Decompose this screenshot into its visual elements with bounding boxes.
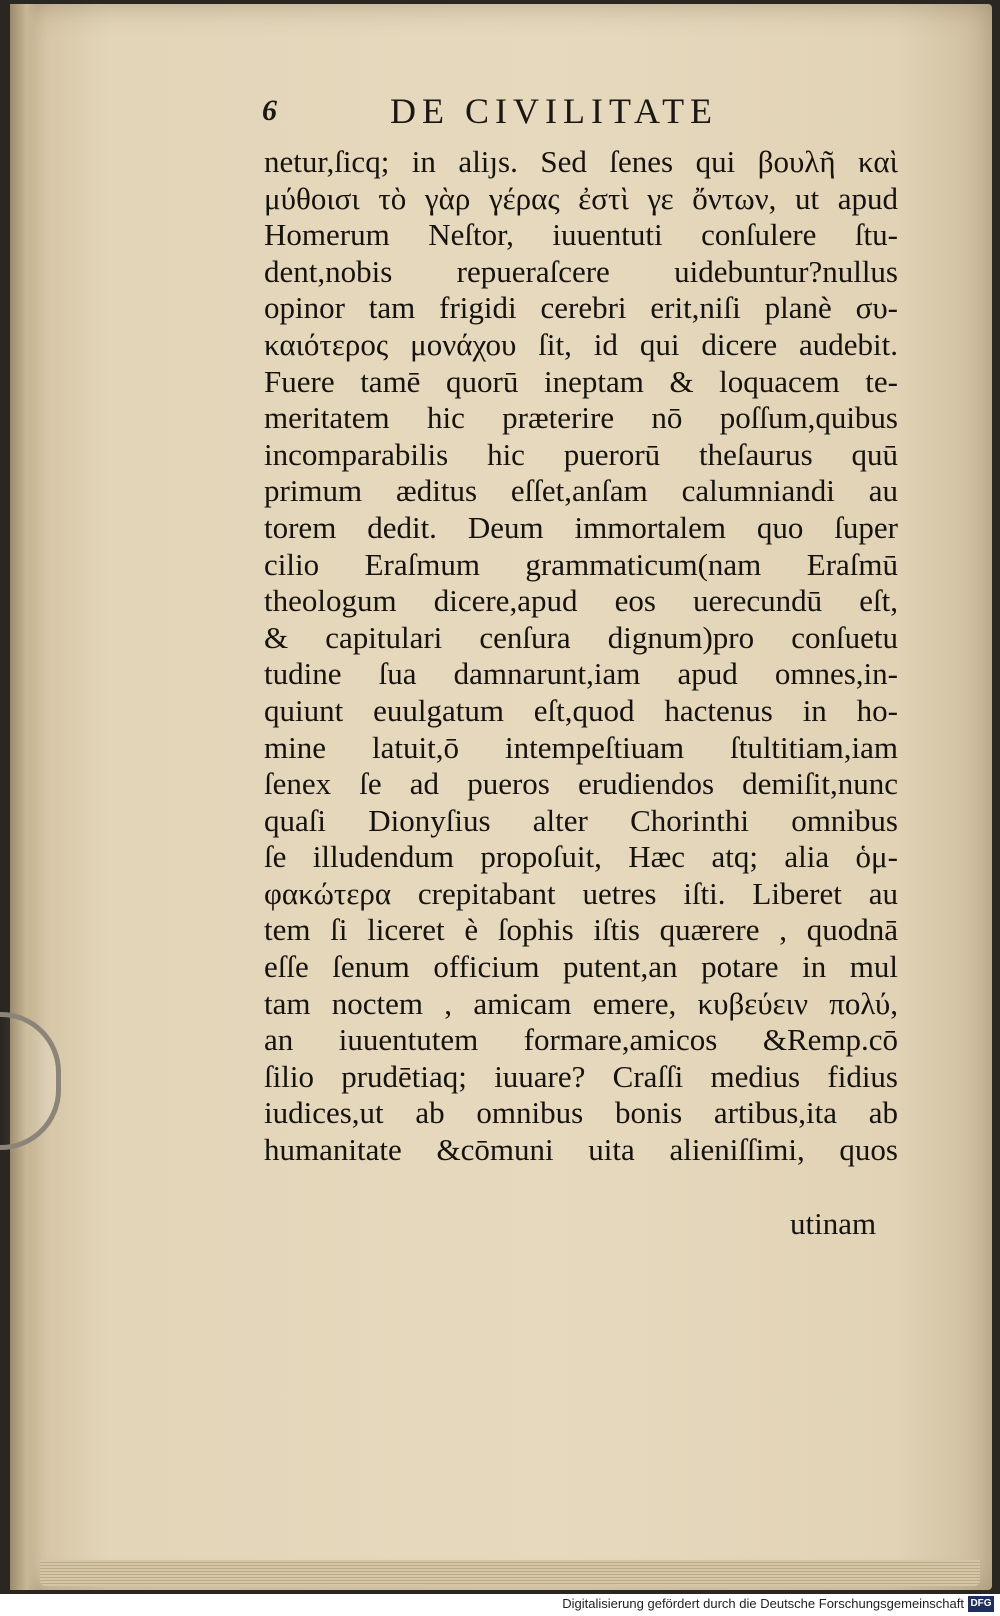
text-line: & capitulari cenſura dignum)pro conſuetu — [264, 619, 898, 655]
text-line: φακώτερα crepitabant uetres iſti. Liberet au — [264, 875, 898, 911]
text-line: theologum dicere,apud eos uerecundū eſt, — [264, 583, 898, 619]
text-line: ſenex ſe ad pueros erudiendos demiſit,nunc — [264, 766, 898, 802]
catchword: utinam — [790, 1206, 877, 1241]
funding-credit: Digitalisierung gefördert durch die Deutsche Forschungsgemeinschaft — [562, 1596, 964, 1611]
text-line: an iuuentutem formare,amicos &Remp.cō — [264, 1022, 898, 1058]
page-header — [262, 88, 782, 136]
text-line: torem dedit. Deum immortalem quo ſuper — [264, 509, 898, 545]
text-line: meritatem hic præterire nō poſſum,quibus — [264, 400, 898, 436]
text-line: primum æditus eſſet,anſam calumniandi au — [264, 473, 898, 509]
text-line: netur,ſicq; in aliȷs. Sed ſenes qui βουλῆ καὶ — [264, 144, 898, 179]
dfg-logo-icon: DFG — [968, 1596, 994, 1612]
text-line: tudine ſua damnarunt,iam apud omnes,in- — [264, 656, 898, 692]
text-line: iudices,ut ab omnibus bonis artibus,ita ab — [264, 1095, 898, 1131]
running-title: DE CIVILITATE — [390, 91, 719, 131]
text-line: Fuere tamē quorū ineptam & loquacem te- — [264, 363, 898, 399]
text-line: quiunt euulgatum eſt,quod hactenus in ho- — [264, 692, 898, 728]
text-line: tem ſi liceret è ſophis iſtis quærere , quodnā — [264, 912, 898, 948]
text-line: humanitate &cōmuni uita alieniſſimi, quos — [264, 1132, 898, 1168]
page-number: 6 — [262, 94, 277, 127]
text-line: cilio Eraſmum grammaticum(nam Eraſmū — [264, 546, 898, 582]
text-line: καιότερος μονάχου ſit, id qui dicere audebit. — [264, 326, 898, 362]
text-line: ſe illudendum propoſuit, Hæc atq; alia ὁμ- — [264, 839, 898, 875]
page-edges — [40, 1560, 980, 1586]
text-line: dent,nobis repueraſcere uidebuntur?nullus — [264, 253, 898, 289]
footer-bar — [0, 1594, 1000, 1616]
text-block — [264, 144, 898, 1169]
text-line: ſilio prudētiaq; iuuare? Craſſi medius fidius — [264, 1058, 898, 1094]
text-line: Homerum Neſtor, iuuentuti conſulere ſtu- — [264, 217, 898, 253]
text-line: μύθοισι τὸ γὰρ γέρας ἐστὶ γε ὄντων, ut apud — [264, 180, 898, 216]
text-line: incomparabilis hic puerorū theſaurus quū — [264, 436, 898, 472]
text-line: tam noctem , amicam emere, κυβεύειν πολύ, — [264, 985, 898, 1021]
page-gutter — [10, 4, 38, 1590]
text-line: mine latuit,ō intempeſtiuam ſtultitiam,iam — [264, 729, 898, 765]
text-line: eſſe ſenum officium putent,an potare in mul — [264, 949, 898, 985]
text-line: quaſi Dionyſius alter Chorinthi omnibus — [264, 802, 898, 838]
text-line: opinor tam frigidi cerebri erit,niſi planè συ- — [264, 290, 898, 326]
